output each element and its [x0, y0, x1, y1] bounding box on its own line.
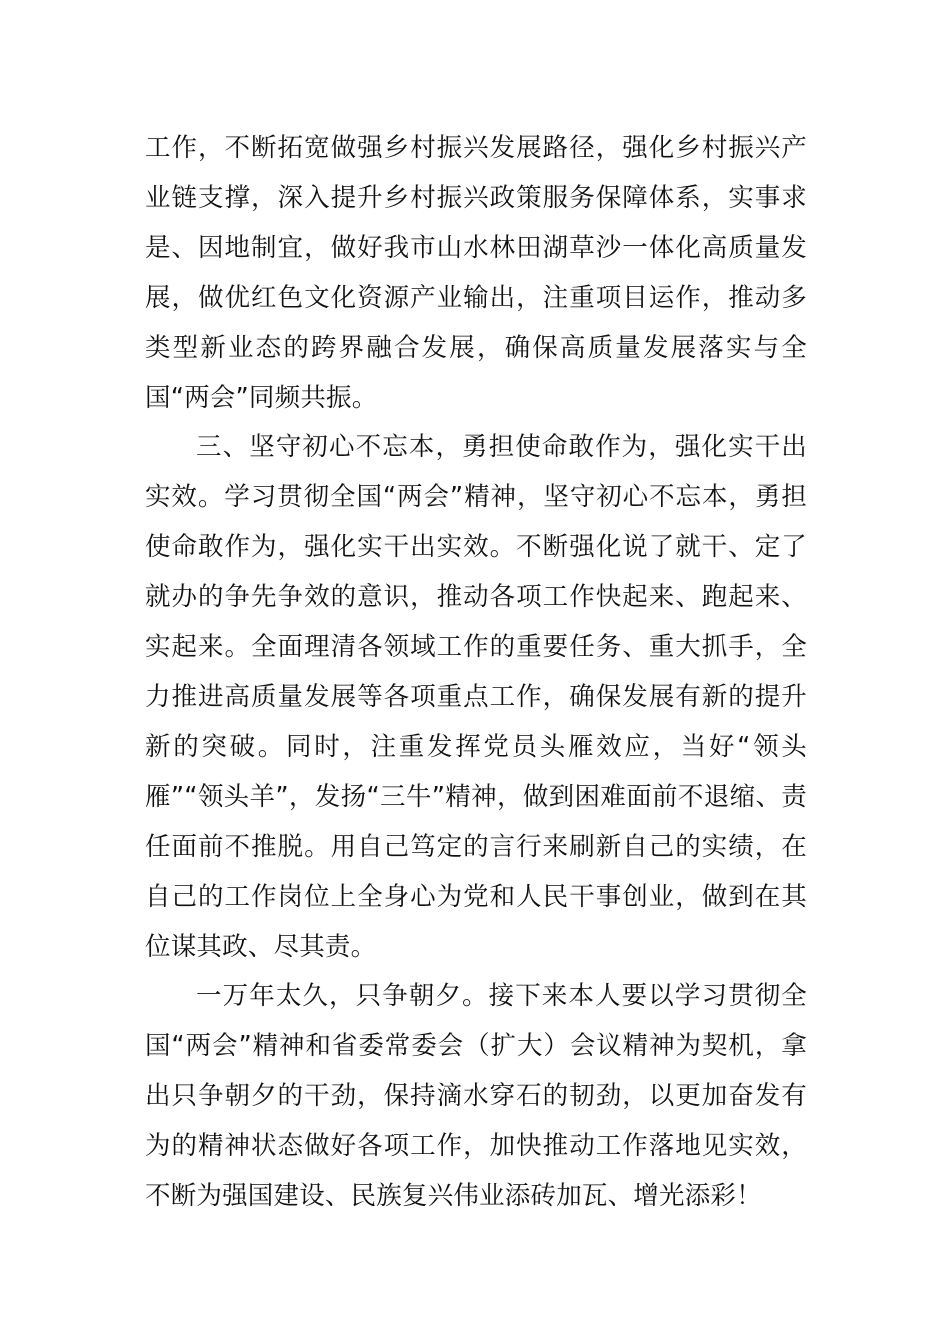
document-body	[145, 124, 807, 1222]
paragraph-2: 三、坚守初心不忘本，勇担使命敢作为，强化实干出实效。学习贯彻全国“两会”精神，坚守初心不忘本，勇担使命敢作为，强化实干出实效。不断强化说了就干、定了就办的争先争效的意识，推动各项工作快起来、跑起来、实起来。全面理清各领域工作的重要任务、重大抓手，全力推进高质量发展等各项重点工作，确保发展有新的提升新的突破。同时，注重发挥党员头雁效应，当好“领头雁”“领头羊”，发扬“三牛”精神，做到困难面前不退缩、责任面前不推脱。用自己笃定的言行来刷新自己的实绩，在自己的工作岗位上全身心为党和人民干事创业，做到在其位谋其政、尽其责。	[145, 432, 807, 962]
paragraph-3: 一万年太久，只争朝夕。接下来本人要以学习贯彻全国“两会”精神和省委常委会（扩大）会议精神为契机，拿出只争朝夕的干劲，保持滴水穿石的韧劲，以更加奋发有为的精神状态做好各项工作，加快推动工作落地见实效，不断为强国建设、民族复兴伟业添砖加瓦、增光添彩！	[145, 981, 807, 1212]
paragraph-1: 工作，不断拓宽做强乡村振兴发展路径，强化乡村振兴产业链支撑，深入提升乡村振兴政策服务保障体系，实事求是、因地制宜，做好我市山水林田湖草沙一体化高质量发展，做优红色文化资源产业输出，注重项目运作，推动多类型新业态的跨界融合发展，确保高质量发展落实与全国“两会”同频共振。	[145, 133, 807, 413]
